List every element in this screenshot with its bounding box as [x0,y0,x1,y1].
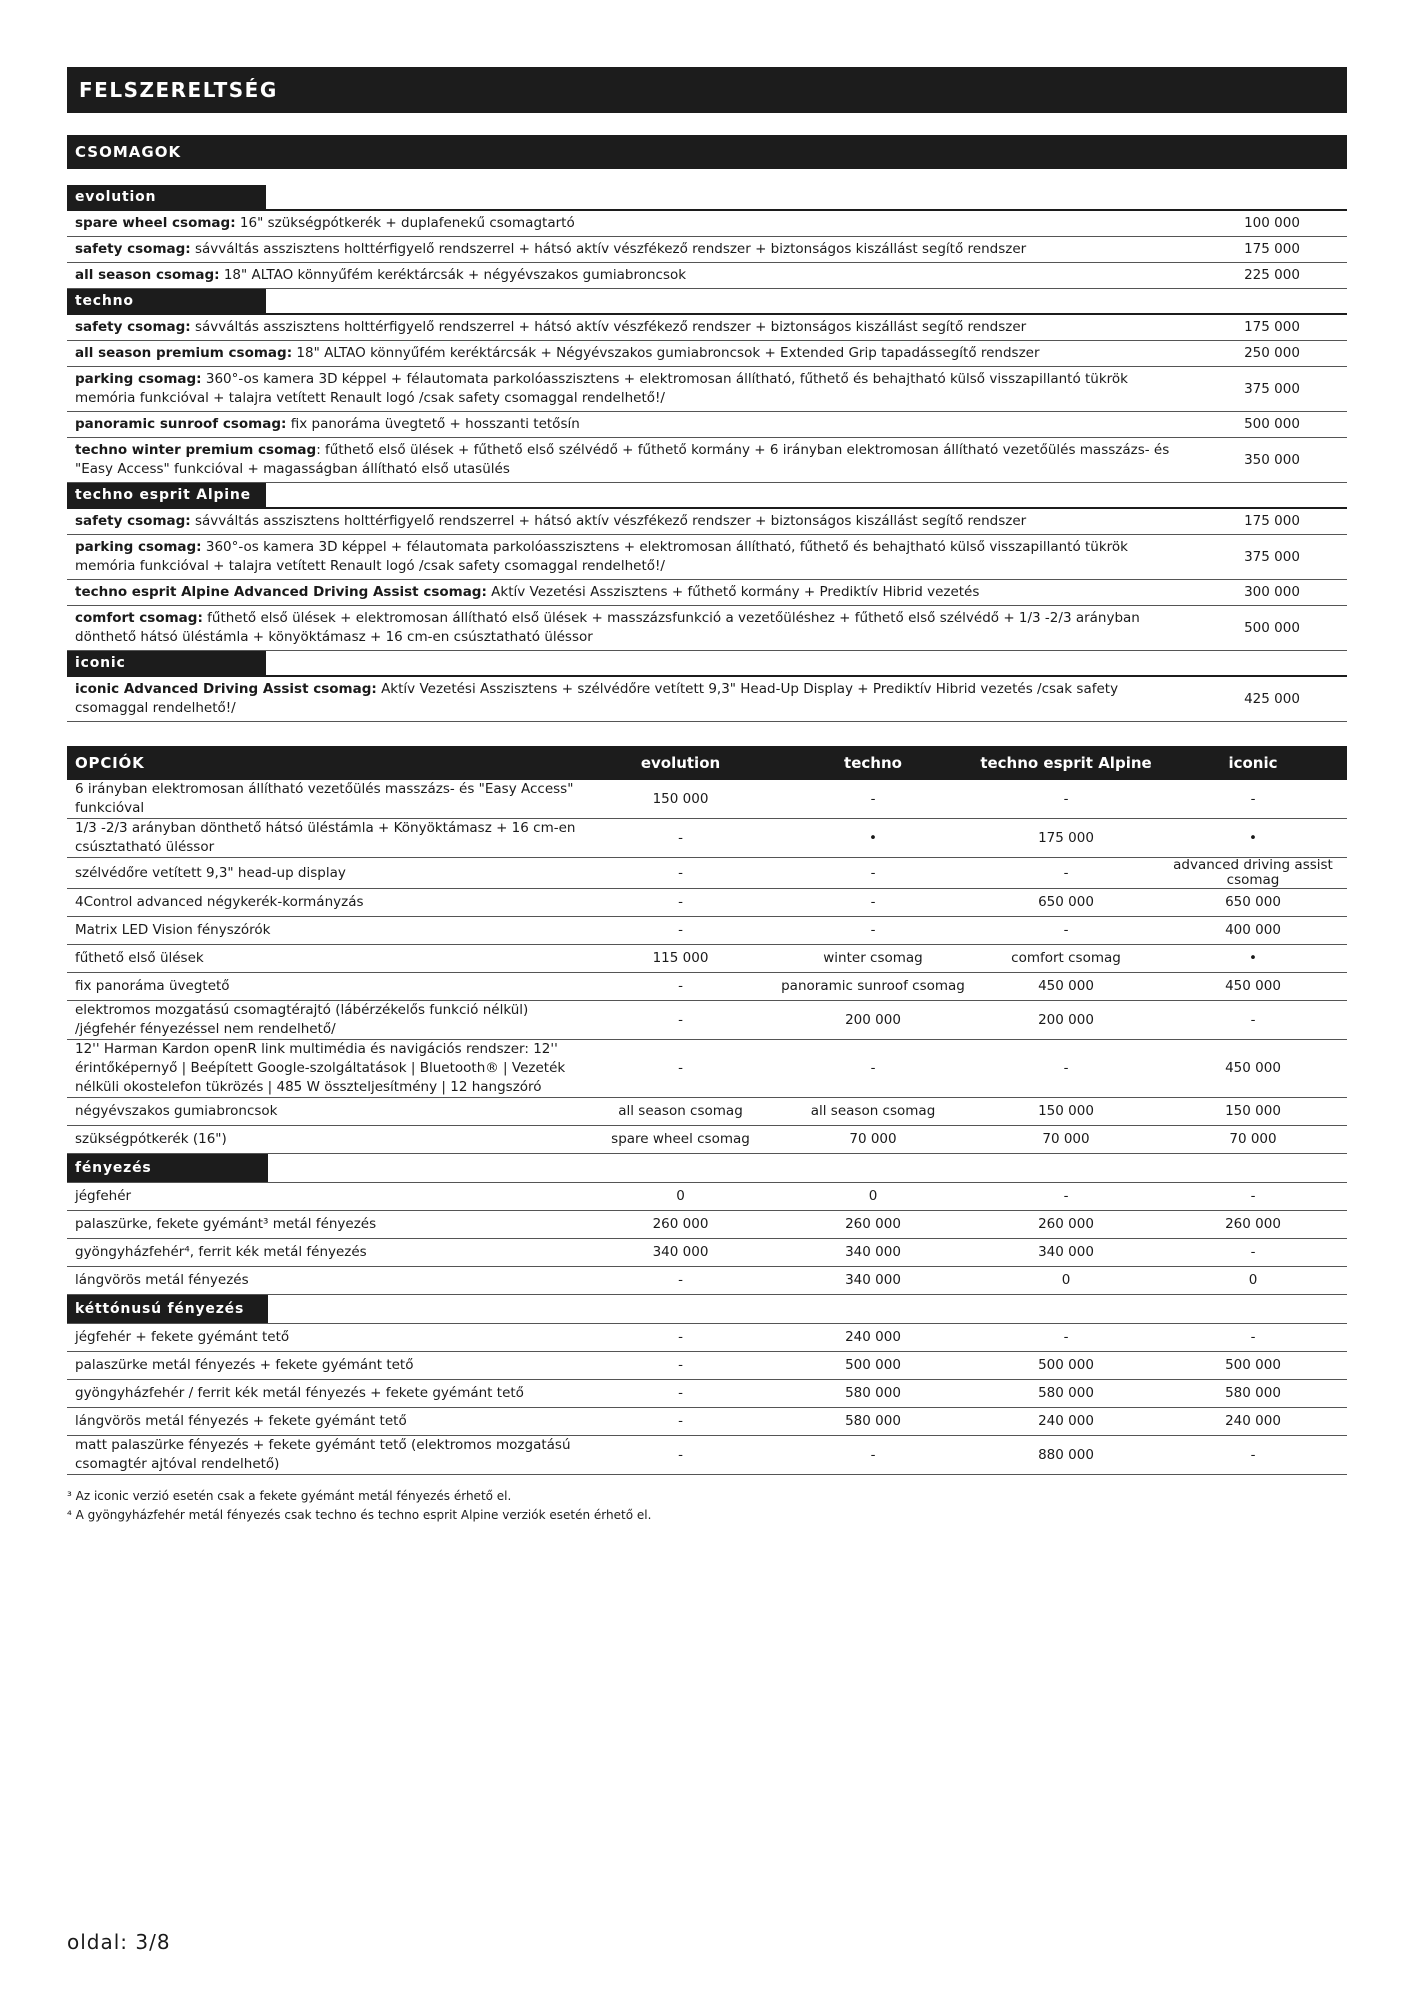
option-label: jégfehér [75,1188,132,1204]
option-value: 500 000 [845,1357,901,1373]
option-value: 70 000 [1042,1131,1090,1147]
package-name: all season premium csomag: [75,345,293,361]
option-value: - [1063,864,1069,881]
option-value: 175 000 [1038,829,1094,846]
option-value: panoramic sunroof csomag [781,978,965,994]
options-header [67,746,1347,780]
package-row [67,677,1347,722]
package-description [75,214,1197,233]
option-value: all season csomag [618,1103,743,1119]
option-value: - [1063,790,1069,807]
option-row [67,973,1347,1001]
package-group-label: techno [67,289,266,313]
package-detail: sávváltás asszisztens holttérfigyelő rendszerrel + hátsó aktív vészfékező rendszer + biztonságos kiszállást segítő rendszer [190,513,1027,529]
package-price: 300 000 [1244,584,1300,600]
option-value: - [1250,1329,1256,1345]
option-row [67,1126,1347,1154]
option-value: - [870,1060,876,1076]
option-label: palaszürke metál fényezés + fekete gyémánt tető [75,1357,414,1373]
packages-section-title: CSOMAGOK [67,135,1347,169]
option-row [67,1183,1347,1211]
option-label: Matrix LED Vision fényszórók [75,922,271,938]
option-label: négyévszakos gumiabroncsok [75,1103,278,1119]
package-row [67,263,1347,289]
option-value: 0 [868,1188,878,1204]
package-description [75,344,1197,363]
option-value: - [1063,922,1069,938]
package-detail: 18" ALTAO könnyűfém keréktárcsák + négyévszakos gumiabroncsok [219,267,687,283]
option-value: 150 000 [652,790,709,807]
package-detail: Aktív Vezetési Asszisztens + fűthető kormány + Prediktív Hibrid vezetés [486,584,980,600]
option-value: 115 000 [652,950,709,966]
package-row [67,315,1347,341]
option-label: gyöngyházfehér / ferrit kék metál fényezés + fekete gyémánt tető [75,1385,524,1401]
option-value: 340 000 [845,1272,901,1288]
package-price: 500 000 [1244,619,1300,636]
package-row [67,412,1347,438]
option-value: 580 000 [845,1385,901,1401]
option-value: - [678,1357,683,1373]
option-label: 12'' Harman Kardon openR link multimédia és navigációs rendszer: 12'' érintőképernyő | Beépített Google-szolgáltatások | Bluetooth® | Vezeték nélküli okostelefon tükrözés | 485 W összteljesítmény | 12 hangszóró [75,1041,566,1095]
package-name: parking csomag: [75,539,202,555]
package-description [75,609,1197,647]
options-header-cell: techno esprit Alpine [980,754,1152,772]
option-row [67,1239,1347,1267]
option-value: 0 [1061,1272,1071,1288]
package-detail: Aktív Vezetési Asszisztens + szélvédőre vetített 9,3" Head-Up Display + Prediktív Hibrid vezetés /csak safety csomaggal rendelhető!/ [75,681,1119,716]
option-value: spare wheel csomag [611,1131,750,1147]
package-price: 250 000 [1244,345,1300,361]
option-row [67,889,1347,917]
option-value: 260 000 [1038,1216,1094,1232]
package-description [75,240,1197,259]
option-value: • [869,829,877,846]
option-label: szélvédőre vetített 9,3" head-up display [75,864,346,881]
package-row [67,211,1347,237]
option-row [67,945,1347,973]
package-group-header [67,289,1347,315]
package-row [67,438,1347,483]
options-header-cell: OPCIÓK [75,754,145,772]
option-value: 450 000 [1225,1060,1281,1076]
option-row [67,1098,1347,1126]
package-price: 175 000 [1244,319,1300,335]
option-value: 340 000 [845,1244,901,1260]
package-name: iconic Advanced Driving Assist csomag: [75,681,377,697]
option-label: 1/3 -2/3 arányban dönthető hátsó üléstámla + Könyöktámasz + 16 cm-en csúsztatható üléssor [75,820,576,855]
option-value: 580 000 [1038,1385,1094,1401]
package-detail: fűthető első ülések + elektromosan állítható első ülések + masszázsfunkció a vezetőüléshez + fűthető első szélvédő + 1/3 -2/3 arányban dönthető hátsó üléstámla + könyöktámasz + 16 cm-en csúsztatható üléssor [75,610,1140,645]
page-number: oldal: 3/8 [67,1930,171,1954]
option-value: - [678,1413,683,1429]
package-group-label: techno esprit Alpine [67,483,266,507]
option-row [67,858,1347,889]
option-value: 200 000 [845,1011,901,1028]
package-detail: 18" ALTAO könnyűfém keréktárcsák + Négyévszakos gumiabroncsok + Extended Grip tapadássegítő rendszer [292,345,1040,361]
option-value: 260 000 [1225,1216,1281,1232]
package-name: techno esprit Alpine Advanced Driving Assist csomag: [75,584,487,600]
option-label: matt palaszürke fényezés + fekete gyémánt tető (elektromos mozgatású csomagtér ajtóval rendelhető) [75,1437,571,1472]
option-label: gyöngyházfehér⁴, ferrit kék metál fényezés [75,1244,367,1260]
package-description [75,370,1197,408]
package-description [75,415,1197,434]
package-row [67,367,1347,412]
option-group-header [67,1154,1347,1183]
package-row [67,606,1347,651]
option-value: 0 [1248,1272,1258,1288]
option-value: - [1063,1329,1069,1345]
package-row [67,509,1347,535]
package-price: 100 000 [1244,215,1300,231]
package-detail: 360°-os kamera 3D képpel + félautomata parkolóasszisztens + elektromosan állítható, fűthető és behajtható külső visszapillantó tükrök memória funkcióval + talajra vetített Renault logó /csak safety csomaggal rendelhető!/ [75,371,1128,406]
option-value: - [1063,1188,1069,1204]
package-description [75,441,1197,479]
option-value: 880 000 [1038,1446,1094,1463]
option-value: 150 000 [1038,1103,1094,1119]
option-value: - [1250,1188,1256,1204]
option-value: advanced driving assist csomag [1173,857,1333,888]
options-header-cell: evolution [640,754,721,772]
option-value: - [678,894,683,910]
package-name: all season csomag: [75,267,220,283]
package-row [67,535,1347,580]
package-group-label: iconic [67,651,266,675]
option-row [67,1001,1347,1040]
option-value: - [870,864,876,881]
option-label: 6 irányban elektromosan állítható vezetőülés masszázs- és "Easy Access" funkcióval [75,781,574,816]
package-detail: fix panoráma üvegtető + hosszanti tetősín [286,416,580,432]
option-value: • [1249,950,1257,966]
option-row [67,1267,1347,1295]
option-row [67,917,1347,945]
option-value: 450 000 [1038,978,1094,994]
package-name: spare wheel csomag: [75,215,236,231]
package-description [75,266,1197,285]
option-value: 240 000 [1038,1413,1094,1429]
option-value: 650 000 [1038,894,1094,910]
footnotes [67,1487,1347,1525]
option-value: 260 000 [652,1216,709,1232]
option-value: 260 000 [845,1216,901,1232]
option-value: - [870,894,876,910]
packages-table [67,185,1347,722]
option-value: - [1063,1060,1069,1076]
option-row [67,780,1347,819]
option-value: • [1249,829,1257,846]
options-header-cell: iconic [1228,754,1278,772]
option-value: comfort csomag [1011,950,1121,966]
package-detail: 360°-os kamera 3D képpel + félautomata parkolóasszisztens + elektromosan állítható, fűthető és behajtható külső visszapillantó tükrök memória funkcióval + talajra vetített Renault logó /csak safety csomaggal rendelhető!/ [75,539,1128,574]
package-price: 375 000 [1244,380,1300,397]
package-price: 175 000 [1244,241,1300,257]
option-value: - [1250,1244,1256,1260]
option-row [67,819,1347,858]
option-label: palaszürke, fekete gyémánt³ metál fényezés [75,1216,377,1232]
package-name: comfort csomag: [75,610,203,626]
option-label: lángvörös metál fényezés [75,1272,249,1288]
option-value: - [678,1011,683,1028]
option-value: - [870,790,876,807]
option-value: 340 000 [1038,1244,1094,1260]
package-detail: 16" szükségpótkerék + duplafenekű csomagtartó [235,215,575,231]
option-label: lángvörös metál fényezés + fekete gyémánt tető [75,1413,407,1429]
option-value: 0 [676,1188,685,1204]
package-description [75,538,1197,576]
option-value: - [870,1446,876,1463]
option-value: 340 000 [652,1244,709,1260]
package-detail: : fűthető első ülések + fűthető első szélvédő + fűthető kormány + 6 irányban elektromosan állítható vezetőülés masszázs- és "Easy Access" funkcióval + magasságban állítható első utasülés [75,442,1170,477]
package-name: panoramic sunroof csomag: [75,416,287,432]
package-price: 225 000 [1244,267,1300,283]
options-header-cell: techno [844,754,902,772]
option-value: - [1250,1011,1256,1028]
option-value: - [1250,1446,1256,1463]
footnote: ⁴ A gyöngyházfehér metál fényezés csak techno és techno esprit Alpine verziók esetén érhető el. [67,1508,652,1522]
package-row [67,341,1347,367]
package-name: safety csomag: [75,513,191,529]
option-value: - [678,1329,683,1345]
option-row [67,1324,1347,1352]
package-group-header [67,483,1347,509]
options-table [67,746,1347,1475]
option-value: - [678,1272,683,1288]
option-group-label: fényezés [67,1154,268,1182]
package-description [75,318,1197,337]
option-value: - [1250,790,1256,807]
option-value: - [678,829,683,846]
package-group-label: evolution [67,185,266,209]
package-group-header [67,185,1347,211]
option-value: - [678,864,683,881]
option-value: 400 000 [1225,922,1281,938]
option-value: winter csomag [823,950,923,966]
package-description [75,680,1197,718]
option-label: 4Control advanced négykerék-kormányzás [75,894,364,910]
package-price: 350 000 [1244,451,1300,468]
option-value: 70 000 [1229,1131,1277,1147]
option-value: - [678,978,683,994]
package-row [67,580,1347,606]
option-value: - [870,922,876,938]
option-row [67,1408,1347,1436]
package-group-header [67,651,1347,677]
option-label: fix panoráma üvegtető [75,978,230,994]
page-title: FELSZERELTSÉG [67,67,1347,113]
page [67,67,1347,1525]
option-group-label: kéttónusú fényezés [67,1295,268,1323]
option-value: 240 000 [1225,1413,1281,1429]
option-row [67,1352,1347,1380]
option-value: all season csomag [810,1103,936,1119]
option-value: - [678,1385,683,1401]
package-price: 375 000 [1244,548,1300,565]
package-price: 175 000 [1244,513,1300,529]
option-group-header [67,1295,1347,1324]
option-value: 500 000 [1225,1357,1281,1373]
option-value: 580 000 [1225,1385,1281,1401]
option-value: 500 000 [1038,1357,1094,1373]
option-label: szükségpótkerék (16") [75,1131,227,1147]
option-row [67,1436,1347,1475]
footnote: ³ Az iconic verzió esetén csak a fekete gyémánt metál fényezés érhető el. [67,1489,512,1503]
package-price: 425 000 [1244,690,1300,707]
package-price: 500 000 [1244,416,1300,432]
package-detail: sávváltás asszisztens holttérfigyelő rendszerrel + hátsó aktív vészfékező rendszer + biztonságos kiszállást segítő rendszer [190,319,1027,335]
option-label: fűthető első ülések [75,950,204,966]
option-value: - [678,922,683,938]
option-value: 450 000 [1225,978,1281,994]
option-value: 200 000 [1038,1011,1094,1028]
option-row [67,1380,1347,1408]
option-value: 70 000 [849,1131,897,1147]
package-name: parking csomag: [75,371,202,387]
option-value: 240 000 [845,1329,901,1345]
option-row [67,1040,1347,1098]
package-detail: sávváltás asszisztens holttérfigyelő rendszerrel + hátsó aktív vészfékező rendszer + biztonságos kiszállást segítő rendszer [190,241,1027,257]
option-label: elektromos mozgatású csomagtérajtó (lábérzékelős funkció nélkül) /jégfehér fényezéssel nem rendelhető/ [75,1002,529,1037]
option-value: 650 000 [1225,894,1281,910]
option-row [67,1211,1347,1239]
package-description [75,583,1197,602]
option-value: - [678,1446,683,1463]
option-value: - [678,1060,683,1076]
package-name: techno winter premium csomag [75,442,317,458]
option-value: 150 000 [1225,1103,1281,1119]
package-name: safety csomag: [75,319,191,335]
package-name: safety csomag: [75,241,191,257]
option-label: jégfehér + fekete gyémánt tető [75,1329,290,1345]
package-row [67,237,1347,263]
option-value: 580 000 [845,1413,901,1429]
package-description [75,512,1197,531]
